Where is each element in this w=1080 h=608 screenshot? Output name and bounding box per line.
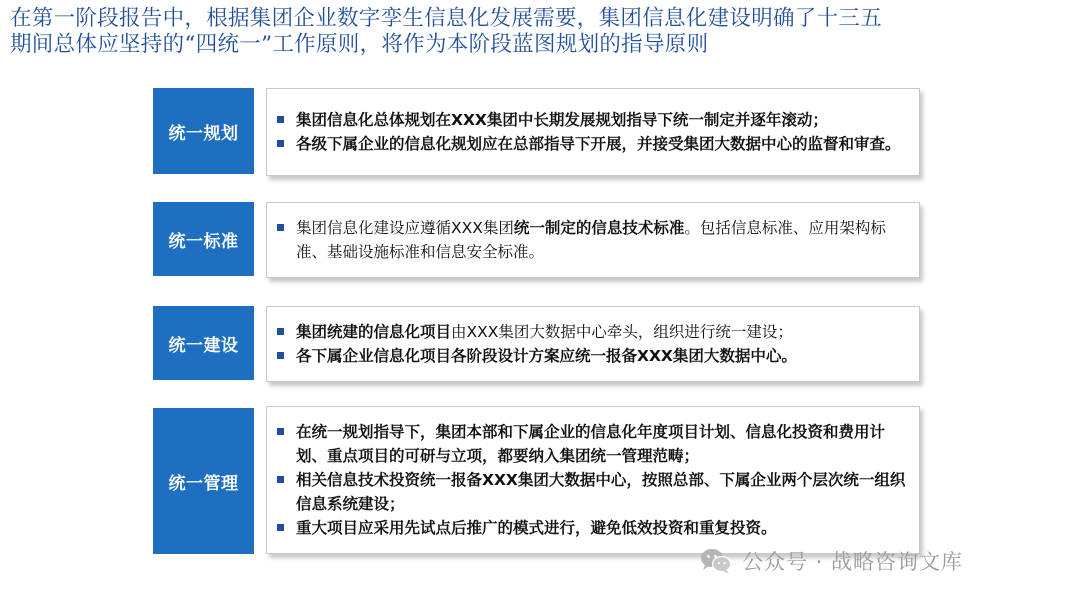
square-bullet-icon: [277, 476, 284, 483]
principle-item-text: [296, 468, 911, 516]
watermark: [700, 546, 963, 576]
wechat-icon: [700, 547, 732, 575]
principle-item: [277, 516, 911, 540]
principle-box-management: [266, 406, 920, 554]
watermark-text: 公众号 · 战略咨询文库: [742, 550, 964, 574]
principle-item-text: [296, 132, 901, 156]
square-bullet-icon: [277, 352, 284, 359]
principle-box-planning: [266, 88, 920, 176]
page-heading: [10, 6, 1070, 58]
bold-text-run: 重大项目应采用先试点后推广的模式进行，避免低效投资和重复投资。: [296, 519, 777, 537]
square-bullet-icon: [277, 428, 284, 435]
text-run: 。包括信息标准、应用架构标准、基础设施标准和信息安全标准。: [296, 219, 886, 261]
text-run: 集团信息化建设应遵循XXX集团: [296, 219, 514, 237]
principle-item-text: [296, 320, 793, 344]
principle-item: [277, 132, 911, 156]
principle-item-text: [296, 516, 777, 540]
principle-item-text: [296, 108, 828, 132]
principle-item-text: [296, 420, 911, 468]
principle-label-management: 统一管理: [153, 408, 254, 554]
principle-label-standard: 统一标准: [153, 202, 254, 276]
bold-text-run: 相关信息技术投资统一报备XXX集团大数据中心，按照总部、下属企业两个层次统一组织信息系统建设；: [296, 471, 906, 513]
principle-item: [277, 216, 911, 264]
principle-item: [277, 468, 911, 516]
bold-text-run: 在统一规划指导下，集团本部和下属企业的信息化年度项目计划、信息化投资和费用计划、重点项目的可研与立项，都要纳入集团统一管理范畴；: [296, 423, 886, 465]
heading-line-1: 在第一阶段报告中，根据集团企业数字孪生信息化发展需要，集团信息化建设明确了十三五: [10, 6, 883, 31]
principle-label-planning: 统一规划: [153, 88, 254, 174]
square-bullet-icon: [277, 224, 284, 231]
principle-box-construction: [266, 306, 920, 382]
principle-item: [277, 320, 911, 344]
bold-text-run: 各下属企业信息化项目各阶段设计方案应统一报备XXX集团大数据中心。: [296, 347, 797, 365]
square-bullet-icon: [277, 328, 284, 335]
bold-text-run: 集团信息化总体规划在XXX集团中长期发展规划指导下统一制定并逐年滚动；: [296, 111, 828, 129]
principle-item: [277, 108, 911, 132]
bold-text-run: 各级下属企业的信息化规划应在总部指导下开展，并接受集团大数据中心的监督和审查。: [296, 135, 901, 153]
principle-item: [277, 420, 911, 468]
principle-item: [277, 344, 911, 368]
square-bullet-icon: [277, 524, 284, 531]
square-bullet-icon: [277, 116, 284, 123]
principle-item-text: [296, 216, 911, 264]
square-bullet-icon: [277, 140, 284, 147]
principle-label-construction: 统一建设: [153, 306, 254, 380]
principle-box-standard: [266, 202, 920, 278]
principle-item-text: [296, 344, 797, 368]
text-run: 由XXX集团大数据中心牵头，组织进行统一建设；: [451, 323, 793, 341]
bold-text-run: 集团统建的信息化项目: [296, 323, 452, 341]
heading-line-2: 期间总体应坚持的“四统一”工作原则，将作为本阶段蓝图规划的指导原则: [10, 32, 709, 57]
bold-text-run: 统一制定的信息技术标准: [513, 219, 685, 237]
